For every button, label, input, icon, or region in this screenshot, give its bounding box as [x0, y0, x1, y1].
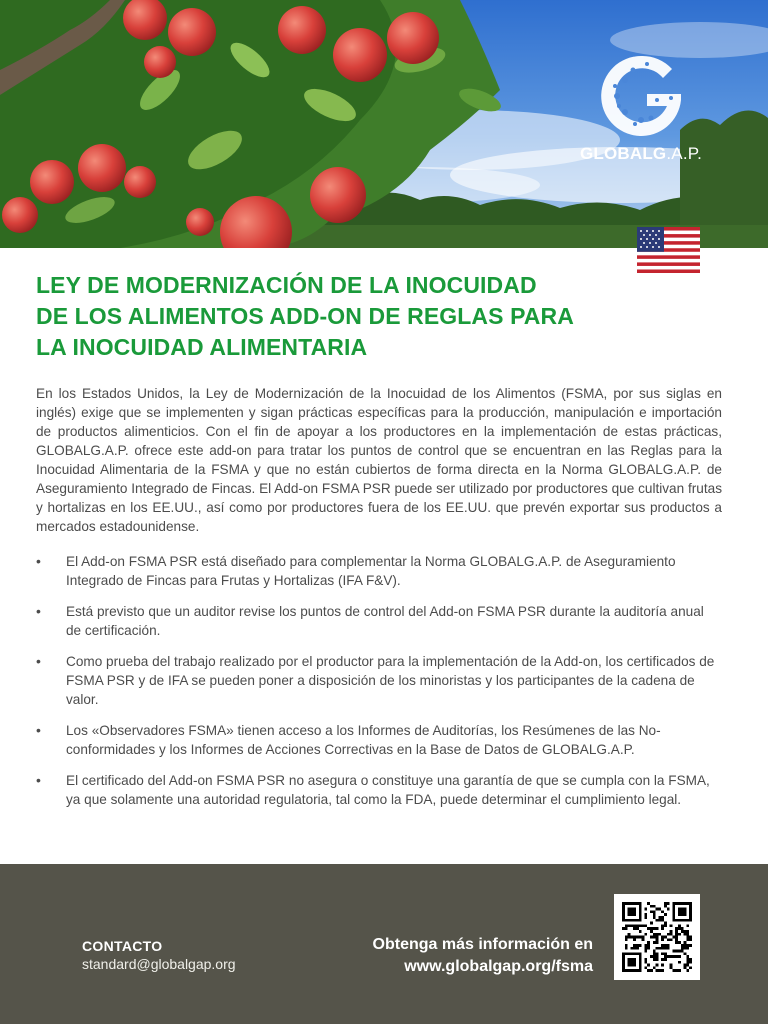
- contact-block: [82, 938, 236, 972]
- bullet-text: El Add-on FSMA PSR está diseñado para complementar la Norma GLOBALG.A.P. de Aseguramiento Integrado de Fincas para Frutas y Hortalizas (IFA F&V).: [66, 554, 676, 588]
- bullet-item: [36, 771, 716, 809]
- bullet-text: Está previsto que un auditor revise los puntos de control del Add-on FSMA PSR durante la auditoría anual de certificación.: [66, 604, 704, 638]
- footer: [0, 864, 768, 1024]
- bullet-text: Como prueba del trabajo realizado por el productor para la implementación de la Add-on, los certificados de FSMA PSR y de IFA se pueden poner a disposición de los minoristas y los participantes de la cadena de valor.: [66, 654, 715, 707]
- bullet-dot-icon: •: [36, 653, 41, 669]
- globalgap-g-icon: [595, 50, 687, 142]
- title-line-2: DE LOS ALIMENTOS ADD-ON DE REGLAS PARA: [36, 303, 574, 329]
- usa-flag-icon: [637, 227, 700, 273]
- more-info-block: [373, 934, 593, 978]
- feature-bullet-list: [36, 552, 716, 821]
- bullet-dot-icon: •: [36, 722, 41, 738]
- hero-banner: [0, 0, 768, 248]
- title-line-3: LA INOCUIDAD ALIMENTARIA: [36, 334, 368, 360]
- bullet-item: [36, 652, 716, 709]
- page-title: [36, 270, 616, 363]
- bullet-text: El certificado del Add-on FSMA PSR no asegura o constituye una garantía de que se cumpla con la FSMA, ya que solamente una autoridad regulatoria, tal como la FDA, puede determinar el cumplimiento legal.: [66, 773, 710, 807]
- intro-paragraph: En los Estados Unidos, la Ley de Modernización de la Inocuidad de los Alimentos (FSMA, por sus siglas en inglés) exige que se implementen y sigan prácticas específicas para la producción, manipulación e importación de productos alimenticios. Con el fin de apoyar a los productores en la implementación de estas prácticas, GLOBALG.A.P. ofrece este add-on para tratar los puntos de control que se encuentran en las Reglas para la Inocuidad Alimentaria de la FSMA y que no están cubiertos de forma directa en la Norma GLOBALG.A.P. de Aseguramiento Integrado de Fincas. El Add-on FSMA PSR puede ser utilizado por productores que cultivan frutas y hortalizas en los EE.UU., así como por productores fuera de los EE.UU. que prevén exportar sus productos a mercados estadounidense.: [36, 386, 722, 534]
- globalgap-wordmark: GLOBALG.A.P.: [579, 144, 703, 163]
- contact-label: CONTACTO: [82, 938, 163, 954]
- bullet-dot-icon: •: [36, 553, 41, 569]
- bullet-item: [36, 602, 716, 640]
- bullet-dot-icon: •: [36, 772, 41, 788]
- bullet-item: [36, 552, 716, 590]
- contact-email-link[interactable]: standard@globalgap.org: [82, 956, 236, 972]
- bullet-item: [36, 721, 716, 759]
- bullet-dot-icon: •: [36, 603, 41, 619]
- qr-code-graphic: [622, 902, 692, 972]
- qr-code-icon: [614, 894, 700, 980]
- globalgap-logo: [576, 50, 706, 164]
- more-info-url-link[interactable]: www.globalgap.org/fsma: [404, 958, 593, 975]
- more-info-label: Obtenga más información en: [372, 936, 593, 953]
- title-line-1: LEY DE MODERNIZACIÓN DE LA INOCUIDAD: [36, 272, 537, 298]
- bullet-text: Los «Observadores FSMA» tienen acceso a los Informes de Auditorías, los Resúmenes de las No-conformidades y los Informes de Acciones Correctivas en la Base de Datos de GLOBALG.A.P.: [66, 723, 661, 757]
